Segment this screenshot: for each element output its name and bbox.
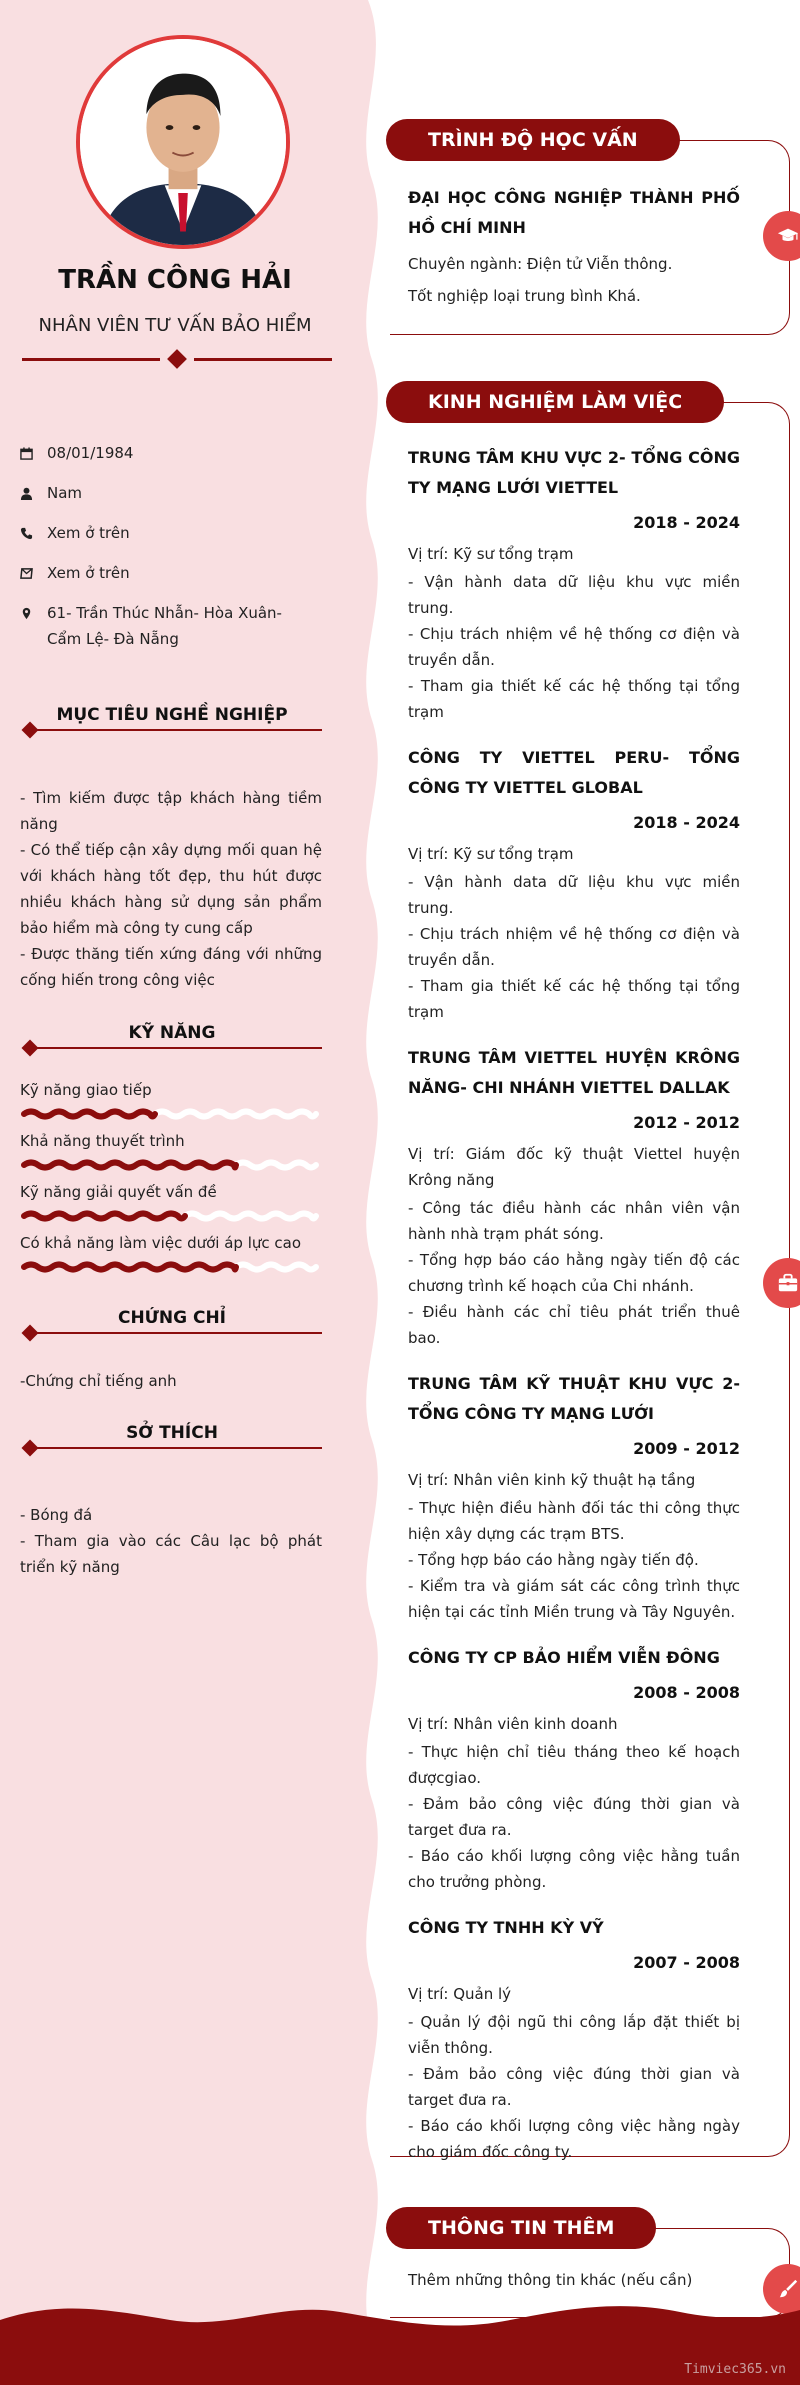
section-title: SỞ THÍCH: [126, 1423, 218, 1443]
skill-level-bar: [20, 1260, 320, 1274]
job-entry: [408, 443, 740, 725]
job-period: 2007 - 2008: [633, 1953, 740, 1972]
job-duty: - Quản lý đội ngũ thi công lắp đặt thiết bị viễn thông.: [408, 2013, 740, 2057]
candidate-title: NHÂN VIÊN TƯ VẤN BẢO HIỂM: [38, 315, 312, 336]
experience-section: [390, 391, 790, 2161]
graduation-cap-icon: [763, 211, 800, 261]
job-duty: - Vận hành data dữ liệu khu vực miền trung.: [408, 873, 740, 917]
contact-birthday: [20, 440, 320, 466]
job-role: Vị trí: Kỹ sư tổng trạm: [408, 845, 574, 863]
skill-track: [185, 1214, 316, 1219]
job-period: 2018 - 2024: [633, 813, 740, 832]
job-role: Vị trí: Nhân viên kinh kỹ thuật hạ tầng: [408, 1471, 696, 1489]
job-entry: [408, 1043, 740, 1351]
calendar-icon: [20, 440, 47, 466]
contact-list: [20, 440, 320, 666]
job-duty: - Chịu trách nhiệm về hệ thống cơ điện và truyền dẫn.: [408, 925, 740, 969]
section-title: TRÌNH ĐỘ HỌC VẤN: [386, 119, 680, 161]
job-company: TRUNG TÂM KỸ THUẬT KHU VỰC 2- TỔNG CÔNG TY MẠNG LƯỚI: [408, 1374, 740, 1423]
section-title: CHỨNG CHỈ: [117, 1308, 227, 1328]
job-entry: [408, 1913, 740, 2165]
skill-level-bar: [20, 1209, 320, 1223]
email-icon: [20, 560, 47, 586]
portrait-image: [80, 39, 286, 245]
contact-gender: [20, 480, 320, 506]
contact-phone: [20, 520, 320, 546]
location-icon: [20, 600, 47, 626]
job-role: Vị trí: Quản lý: [408, 1985, 512, 2003]
education-line: Tốt nghiệp loại trung bình Khá.: [408, 287, 641, 305]
contact-text: 08/01/1984: [47, 444, 134, 462]
job-duty: - Chịu trách nhiệm về hệ thống cơ điện và truyền dẫn.: [408, 625, 740, 669]
briefcase-icon: [763, 1258, 800, 1308]
job-duty: - Tham gia thiết kế các hệ thống tại tổng trạm: [408, 677, 740, 721]
job-duty: - Đảm bảo công việc đúng thời gian và target đưa ra.: [408, 1795, 740, 1839]
skill-fill: [24, 1163, 236, 1168]
hobbies-text: [20, 1502, 322, 1580]
skill-track: [236, 1265, 316, 1270]
job-company: CÔNG TY TNHH KỲ VỸ: [408, 1918, 604, 1937]
skill-level-bar: [20, 1107, 320, 1121]
footer-wave: [0, 2290, 800, 2385]
skill-level-bar: [20, 1158, 320, 1172]
skill-fill: [24, 1214, 185, 1219]
education-line: Chuyên ngành: Điện tử Viễn thông.: [408, 255, 673, 273]
job-company: CÔNG TY CP BẢO HIỂM VIỄN ĐÔNG: [408, 1648, 720, 1667]
job-role: Vị trí: Nhân viên kinh doanh: [408, 1715, 618, 1733]
skill-name: Có khả năng làm việc dưới áp lực cao: [20, 1234, 302, 1252]
avatar: [76, 35, 290, 249]
objective-line: - Có thể tiếp cận xây dựng mối quan hệ với khách hàng tốt đẹp, thu hút được nhiều khách hàng sử dụng sản phẩm bảo hiểm mà công ty cung cấp: [20, 841, 322, 937]
job-company: TRUNG TÂM VIETTEL HUYỆN KRÔNG NĂNG- CHI NHÁNH VIETTEL DALLAK: [408, 1048, 740, 1097]
job-duty: - Kiểm tra và giám sát các công trình thực hiện tại các tỉnh Miền trung và Tây Nguyên.: [408, 1577, 740, 1621]
job-duty: - Báo cáo khối lượng công việc hằng ngày cho giám đốc công ty.: [408, 2117, 740, 2161]
job-entry: [408, 1369, 740, 1625]
section-title: KINH NGHIỆM LÀM VIỆC: [386, 381, 724, 423]
hobbies-heading: [22, 1423, 322, 1449]
skill-item: [20, 1230, 322, 1274]
objective-text: [20, 785, 322, 993]
job-period: 2012 - 2012: [633, 1113, 740, 1132]
job-duty: - Công tác điều hành các nhân viên vận hành nhà trạm phát sóng.: [408, 1199, 740, 1243]
name-divider: [22, 350, 332, 368]
job-period: 2009 - 2012: [633, 1439, 740, 1458]
job-duty: - Vận hành data dữ liệu khu vực miền trung.: [408, 573, 740, 617]
hobby-line: - Tham gia vào các Câu lạc bộ phát triển kỹ năng: [20, 1532, 322, 1576]
contact-text: Nam: [47, 484, 83, 502]
objective-heading: [22, 705, 322, 731]
skill-item: [20, 1077, 322, 1121]
contact-text: Xem ở trên: [47, 524, 130, 542]
job-duty: - Tổng hợp báo cáo hằng ngày tiến độ các chương trình kế hoạch của Chi nhánh.: [408, 1251, 740, 1295]
skill-track: [155, 1112, 316, 1117]
objective-line: - Được thăng tiến xứng đáng với những cống hiến trong công việc: [20, 945, 322, 989]
job-period: 2018 - 2024: [633, 513, 740, 532]
skill-item: [20, 1128, 322, 1172]
hobby-line: - Bóng đá: [20, 1506, 93, 1524]
job-entry: [408, 743, 740, 1025]
job-role: Vị trí: Kỹ sư tổng trạm: [408, 545, 574, 563]
contact-email: [20, 560, 320, 586]
phone-icon: [20, 520, 47, 546]
skill-fill: [24, 1265, 236, 1270]
skill-name: Kỹ năng giải quyết vấn đề: [20, 1183, 217, 1201]
section-title: THÔNG TIN THÊM: [386, 2207, 656, 2249]
job-company: CÔNG TY VIETTEL PERU- TỔNG CÔNG TY VIETTEL GLOBAL: [408, 748, 740, 797]
skill-name: Khả năng thuyết trình: [20, 1132, 185, 1150]
section-title: KỸ NĂNG: [128, 1023, 216, 1043]
job-duty: - Tham gia thiết kế các hệ thống tại tổng trạm: [408, 977, 740, 1021]
contact-address: [20, 600, 320, 652]
job-duty: - Tổng hợp báo cáo hằng ngày tiến độ.: [408, 1551, 699, 1569]
job-duty: - Thực hiện chỉ tiêu tháng theo kế hoạch đượcgiao.: [408, 1743, 740, 1787]
job-duty: - Báo cáo khối lượng công việc hằng tuần cho trưởng phòng.: [408, 1847, 740, 1891]
school-name: ĐẠI HỌC CÔNG NGHIỆP THÀNH PHỐ HỒ CHÍ MINH: [408, 188, 740, 237]
job-period: 2008 - 2008: [633, 1683, 740, 1702]
job-role: Vị trí: Giám đốc kỹ thuật Viettel huyện Krông năng: [408, 1145, 740, 1189]
skills-heading: [22, 1023, 322, 1049]
section-title: MỤC TIÊU NGHỀ NGHIỆP: [56, 705, 288, 725]
objective-line: - Tìm kiếm được tập khách hàng tiềm năng: [20, 789, 322, 833]
job-entry: [408, 1643, 740, 1895]
watermark: Timviec365.vn: [684, 2362, 786, 2377]
education-section: [390, 129, 790, 335]
candidate-name: TRẦN CÔNG HẢI: [58, 265, 292, 295]
contact-text: 61- Trần Thúc Nhẫn- Hòa Xuân- Cẩm Lệ- Đà Nẵng: [47, 604, 282, 648]
job-duty: - Điều hành các chỉ tiêu phát triển thuê bao.: [408, 1303, 740, 1347]
certificates-heading: [22, 1308, 322, 1334]
person-icon: [20, 480, 47, 506]
skill-fill: [24, 1112, 155, 1117]
skill-name: Kỹ năng giao tiếp: [20, 1081, 152, 1099]
skill-item: [20, 1179, 322, 1223]
certificates-text: -Chứng chỉ tiếng anh: [20, 1372, 177, 1390]
job-duty: - Thực hiện điều hành đối tác thi công thực hiện xây dựng các trạm BTS.: [408, 1499, 740, 1543]
skill-track: [236, 1163, 316, 1168]
extra-info-text: Thêm những thông tin khác (nếu cần): [408, 2271, 693, 2289]
contact-text: Xem ở trên: [47, 564, 130, 582]
job-duty: - Đảm bảo công việc đúng thời gian và target đưa ra.: [408, 2065, 740, 2109]
job-company: TRUNG TÂM KHU VỰC 2- TỔNG CÔNG TY MẠNG LƯỚI VIETTEL: [408, 448, 740, 497]
